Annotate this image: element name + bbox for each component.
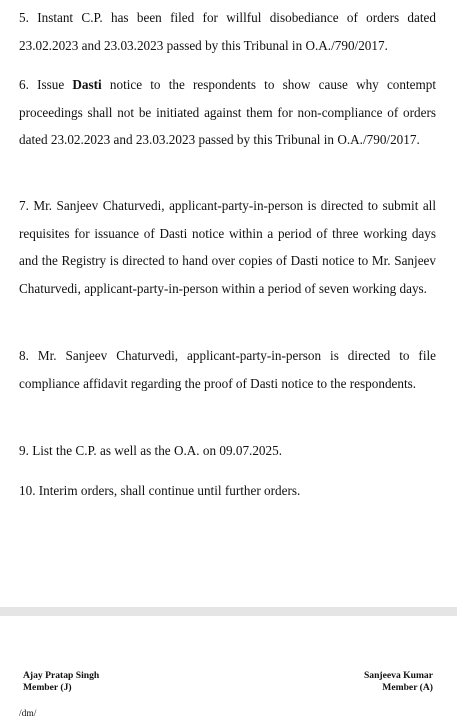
paragraph-prefix: Issue	[37, 77, 65, 92]
footer-note: /dm/	[19, 709, 37, 719]
paragraph-number: 8.	[19, 348, 29, 363]
signatory-name: Ajay Pratap Singh	[23, 670, 100, 681]
signatory-name: Sanjeeva Kumar	[363, 670, 433, 681]
paragraph-text: List the C.P. as well as the O.A. on 09.07.2025.	[32, 443, 283, 458]
paragraph-text: Instant C.P. has been filed for willful disobediance of orders dated 23.02.2023 and 23.03.2023 passed by this Tribunal in O.A./790/2017.	[19, 10, 436, 53]
paragraph-6	[19, 71, 436, 154]
signatory-role: Member (J)	[23, 682, 72, 693]
signatory-right	[364, 670, 433, 694]
paragraph-number: 5.	[19, 10, 29, 25]
paragraph-5	[19, 4, 436, 59]
signatory-role: Member (A)	[382, 682, 433, 693]
paragraph-number: 7.	[19, 198, 29, 213]
paragraph-number: 10.	[19, 483, 36, 498]
paragraph-number: 6.	[19, 77, 29, 92]
paragraph-8	[19, 342, 436, 397]
paragraph-text: Interim orders, shall continue until further orders.	[38, 483, 301, 498]
paragraph-text: Mr. Sanjeev Chaturvedi, applicant-party-in-person is directed to submit all requisites for issuance of Dasti notice within a period of three working days and the Registry is directed to hand over copies of Dasti notice to Mr. Sanjeev Chaturvedi, applicant-party-in-person within a period of seven working days.	[19, 198, 437, 296]
paragraph-10	[19, 477, 436, 505]
page-divider-band	[0, 607, 457, 616]
paragraph-number: 9.	[19, 443, 29, 458]
paragraph-text: notice to the respondents to show cause why contempt proceedings shall not be initiated against them for non-compliance of orders dated 23.02.2023 and 23.03.2023 passed by this Tribunal in O.A./790/2017.	[19, 77, 437, 148]
paragraph-text: Mr. Sanjeev Chaturvedi, applicant-party-in-person is directed to file compliance affidavit regarding the proof of Dasti notice to the respondents.	[19, 348, 437, 391]
paragraph-bold-term: Dasti	[72, 77, 102, 92]
paragraph-9	[19, 437, 436, 465]
paragraph-7	[19, 192, 436, 302]
signatory-left	[23, 670, 99, 694]
